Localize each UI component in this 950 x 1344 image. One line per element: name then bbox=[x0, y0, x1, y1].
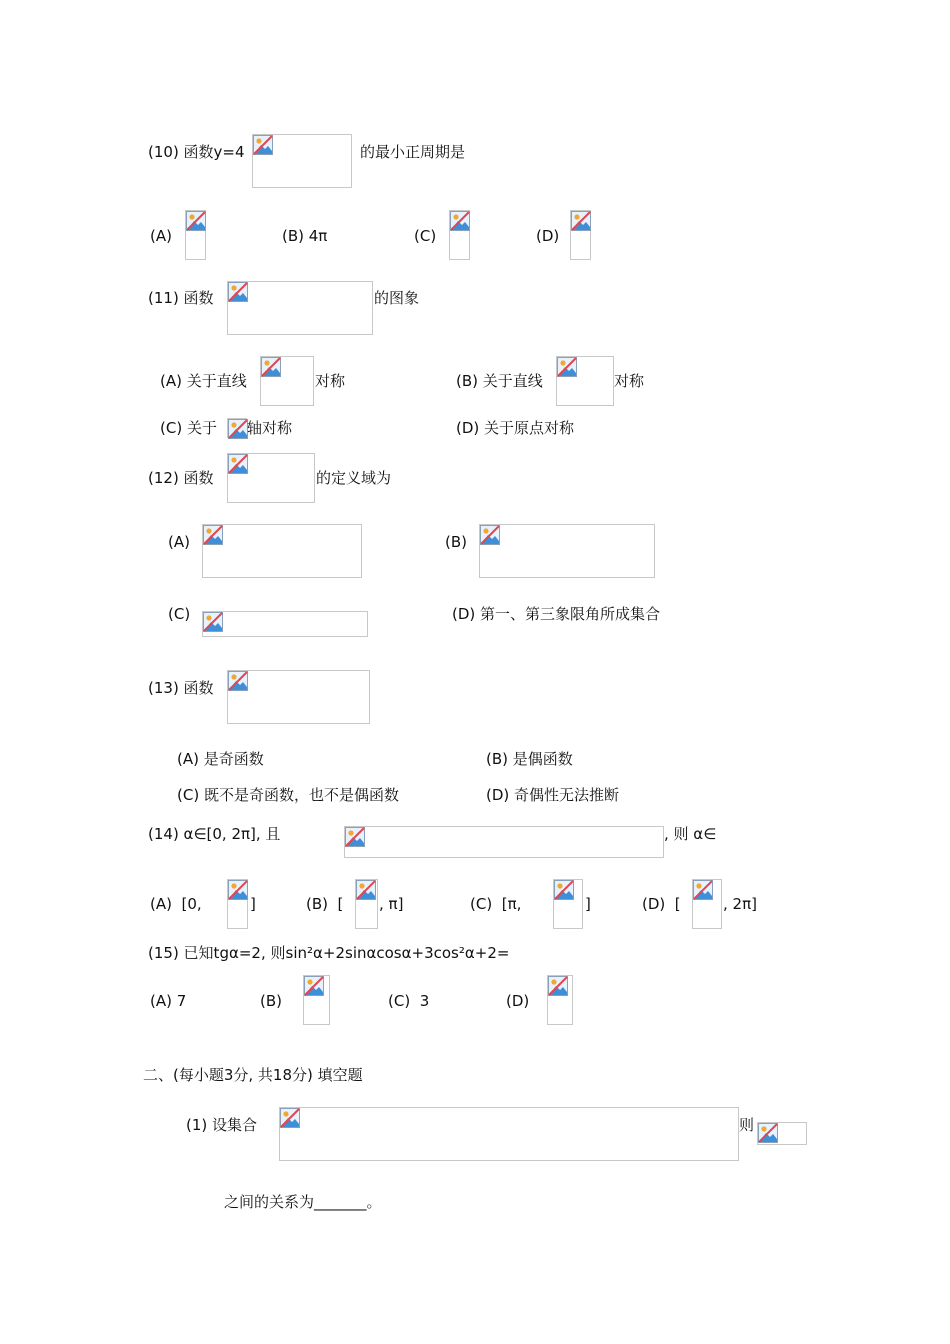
q11-stem-suffix: 的图象 bbox=[374, 289, 420, 307]
q11-option-c-prefix: (C) 关于 bbox=[160, 419, 217, 437]
q14-option-d-suffix: , 2π] bbox=[723, 895, 757, 913]
q11-option-c-suffix: 轴对称 bbox=[247, 419, 293, 437]
q14-option-a-prefix: (A) [0, bbox=[150, 895, 202, 913]
q10-option-b: (B) 4π bbox=[282, 227, 328, 245]
q15-option-d: (D) bbox=[506, 992, 530, 1010]
q15-option-a: (A) 7 bbox=[150, 992, 187, 1010]
q13-option-a: (A) 是奇函数 bbox=[177, 750, 264, 768]
q12-option-d: (D) 第一、第三象限角所成集合 bbox=[452, 605, 661, 623]
q14-option-b-prefix: (B) [ bbox=[306, 895, 344, 913]
q14-option-d-prefix: (D) [ bbox=[642, 895, 681, 913]
q12-stem-suffix: 的定义域为 bbox=[316, 469, 392, 487]
q11-stem-prefix: (11) 函数 bbox=[148, 289, 214, 307]
q12-option-a: (A) bbox=[168, 533, 190, 551]
q14-option-b-suffix: , π] bbox=[379, 895, 404, 913]
q10-option-a: (A) bbox=[150, 227, 172, 245]
q10-option-d: (D) bbox=[536, 227, 560, 245]
s2-q1-sets-image bbox=[757, 1122, 807, 1145]
q12-formula-image bbox=[227, 453, 315, 503]
q14-stem-prefix: (14) α∈[0, 2π], 且 bbox=[148, 825, 281, 843]
q10-option-c-image bbox=[449, 210, 470, 260]
q11-option-b-prefix: (B) 关于直线 bbox=[456, 372, 543, 390]
q14-formula-image bbox=[344, 826, 664, 858]
q10-formula-image bbox=[252, 134, 352, 188]
q14-option-c-prefix: (C) [π, bbox=[470, 895, 522, 913]
q13-stem-prefix: (13) 函数 bbox=[148, 679, 214, 697]
q11-option-b-suffix: 对称 bbox=[614, 372, 645, 390]
q11-option-b-image bbox=[556, 356, 614, 406]
q12-option-c: (C) bbox=[168, 605, 191, 623]
s2-q1-mid: 则 bbox=[739, 1116, 755, 1134]
q10-stem-prefix: (10) 函数y=4 bbox=[148, 143, 245, 161]
s2-q1-line2: 之间的关系为_______。 bbox=[224, 1193, 382, 1211]
q15-option-c: (C) 3 bbox=[388, 992, 430, 1010]
q15-stem: (15) 已知tgα=2, 则sin²α+2sinαcosα+3cos²α+2= bbox=[148, 944, 510, 962]
q12-option-c-image bbox=[202, 611, 368, 637]
q11-formula-image bbox=[227, 281, 373, 335]
q15-option-b-image bbox=[303, 975, 330, 1025]
q11-option-c-image bbox=[227, 418, 247, 438]
q13-formula-image bbox=[227, 670, 370, 724]
q10-option-c: (C) bbox=[414, 227, 437, 245]
q11-option-d: (D) 关于原点对称 bbox=[456, 419, 575, 437]
q14-option-a-suffix: ] bbox=[250, 895, 256, 913]
q14-stem-suffix: , 则 α∈ bbox=[664, 825, 717, 843]
q12-option-a-image bbox=[202, 524, 362, 578]
q10-option-a-image bbox=[185, 210, 206, 260]
s2-q1-set-image bbox=[279, 1107, 739, 1161]
section2-heading: 二、(每小题3分, 共18分) 填空题 bbox=[143, 1066, 363, 1084]
s2-q1-prefix: (1) 设集合 bbox=[186, 1116, 258, 1134]
q14-option-c-suffix: ] bbox=[585, 895, 591, 913]
q10-stem-suffix: 的最小正周期是 bbox=[360, 143, 466, 161]
q14-option-b-image bbox=[355, 879, 378, 929]
q15-option-b: (B) bbox=[260, 992, 282, 1010]
q12-stem-prefix: (12) 函数 bbox=[148, 469, 214, 487]
q15-option-d-image bbox=[547, 975, 573, 1025]
q10-option-d-image bbox=[570, 210, 591, 260]
q11-option-a-suffix: 对称 bbox=[315, 372, 346, 390]
q13-option-b: (B) 是偶函数 bbox=[486, 750, 573, 768]
q14-option-c-image bbox=[553, 879, 583, 929]
q14-option-d-image bbox=[692, 879, 722, 929]
q11-option-a-prefix: (A) 关于直线 bbox=[160, 372, 247, 390]
q11-option-a-image bbox=[260, 356, 314, 406]
q12-option-b-image bbox=[479, 524, 655, 578]
q14-option-a-image bbox=[227, 879, 248, 929]
q13-option-c: (C) 既不是奇函数，也不是偶函数 bbox=[177, 786, 399, 804]
q12-option-b: (B) bbox=[445, 533, 467, 551]
q13-option-d: (D) 奇偶性无法推断 bbox=[486, 786, 620, 804]
